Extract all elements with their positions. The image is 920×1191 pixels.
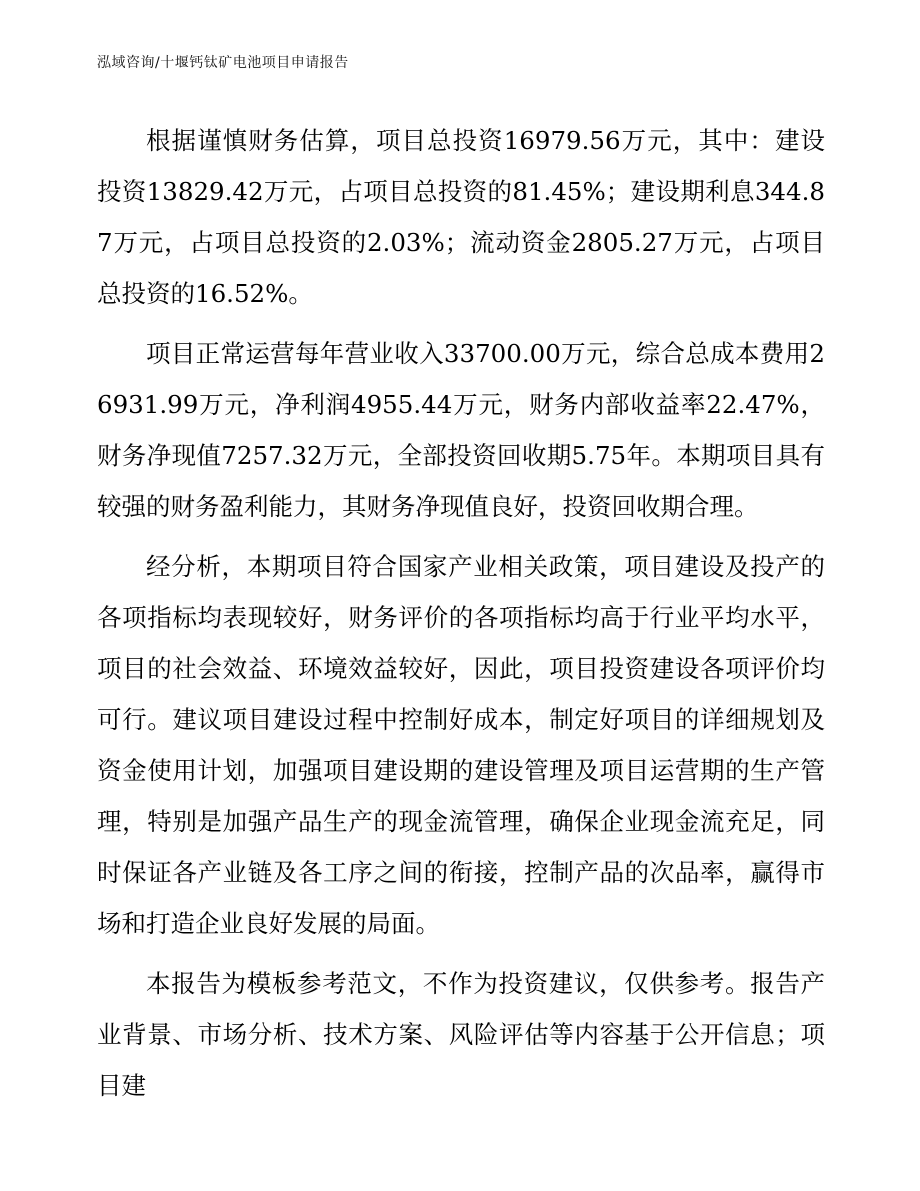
page-header: 泓域咨询/十堰钙钛矿电池项目申请报告 xyxy=(97,55,349,71)
header-divider xyxy=(97,78,822,79)
paragraph-investment-estimate: 根据谨慎财务估算，项目总投资16979.56万元，其中：建设投资13829.42万元，占项目总投资的81.45%；建设期利息344.87万元，占项目总投资的2.03%；流动资金2805.27万元，占项目总投资的16.52%。 xyxy=(97,126,825,308)
paragraph-financial-returns: 项目正常运营每年营业收入33700.00万元，综合总成本费用26931.99万元，净利润4955.44万元，财务内部收益率22.47%，财务净现值7257.32万元，全部投资回收期5.75年。本期项目具有较强的财务盈利能力，其财务净现值良好，投资回收期合理。 xyxy=(97,339,825,521)
document-body xyxy=(97,115,825,1111)
paragraph-analysis-recommendation: 经分析，本期项目符合国家产业相关政策，项目建设及投产的各项指标均表现较好，财务评价的各项指标均高于行业平均水平，项目的社会效益、环境效益较好，因此，项目投资建设各项评价均可行。建议项目建设过程中控制好成本，制定好项目的详细规划及资金使用计划，加强项目建设期的建设管理及项目运营期的生产管理，特别是加强产品生产的现金流管理，确保企业现金流充足，同时保证各产业链及各工序之间的衔接，控制产品的次品率，赢得市场和打造企业良好发展的局面。 xyxy=(97,552,825,938)
paragraph-disclaimer: 本报告为模板参考范文，不作为投资建议，仅供参考。报告产业背景、市场分析、技术方案、风险评估等内容基于公开信息；项目建 xyxy=(97,969,825,1100)
